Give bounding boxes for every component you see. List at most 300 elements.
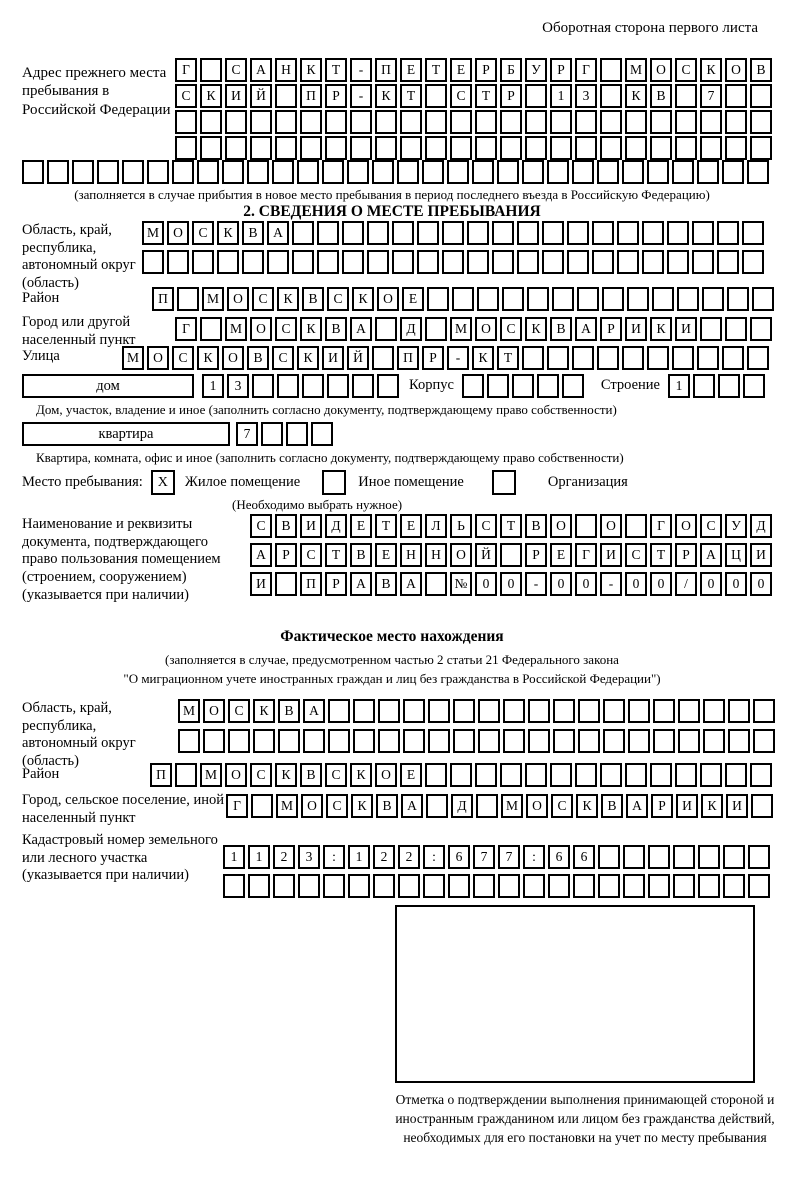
- char-cell: [225, 110, 247, 134]
- char-cell: Р: [325, 572, 347, 596]
- char-cell: [353, 699, 375, 723]
- char-cell: Е: [550, 543, 572, 567]
- char-cell: /: [675, 572, 697, 596]
- char-cell: С: [252, 287, 274, 311]
- char-cell: Т: [650, 543, 672, 567]
- char-cell: [525, 136, 547, 160]
- kvartira-name-box: квартира: [22, 422, 230, 446]
- char-cell: М: [625, 58, 647, 82]
- char-cell: [578, 699, 600, 723]
- char-cell: [542, 250, 564, 274]
- char-cell: О: [650, 58, 672, 82]
- char-cell: [537, 374, 559, 398]
- char-cell: [400, 136, 422, 160]
- char-cell: [603, 729, 625, 753]
- char-cell: [450, 763, 472, 787]
- char-cell: В: [275, 514, 297, 538]
- checkbox-zhiloe-pomeshchenie: X: [151, 470, 175, 495]
- char-cell: [522, 346, 544, 370]
- char-cell: [525, 763, 547, 787]
- char-cell: О: [250, 317, 272, 341]
- char-cell: [252, 374, 274, 398]
- char-cell: И: [600, 543, 622, 567]
- char-cell: [425, 84, 447, 108]
- place-type-note: (Необходимо выбрать нужное): [232, 497, 403, 512]
- char-cell: -: [350, 84, 372, 108]
- char-cell: [650, 110, 672, 134]
- stamp-box: [395, 905, 755, 1083]
- char-cell: [752, 287, 774, 311]
- char-cell: [250, 110, 272, 134]
- char-cell: В: [300, 763, 322, 787]
- field-label-stroenie: Строение: [600, 377, 660, 394]
- char-cell: [528, 729, 550, 753]
- char-cell: Л: [425, 514, 447, 538]
- char-cell: [261, 422, 283, 446]
- char-cell: Р: [675, 543, 697, 567]
- gorod2-char-row: [226, 794, 773, 818]
- char-cell: [547, 160, 569, 184]
- char-cell: [750, 317, 772, 341]
- char-cell: М: [200, 763, 222, 787]
- char-cell: [97, 160, 119, 184]
- char-cell: [653, 699, 675, 723]
- char-cell: [492, 250, 514, 274]
- char-cell: [725, 763, 747, 787]
- char-cell: С: [272, 346, 294, 370]
- section3-caption-line1: (заполняется в случае, предусмотренном частью 2 статьи 21 Федерального закона: [165, 652, 619, 667]
- char-cell: Е: [450, 58, 472, 82]
- char-cell: И: [675, 317, 697, 341]
- char-cell: С: [551, 794, 573, 818]
- char-cell: П: [397, 346, 419, 370]
- char-cell: С: [500, 317, 522, 341]
- char-cell: [367, 250, 389, 274]
- char-cell: [47, 160, 69, 184]
- char-cell: [367, 221, 389, 245]
- char-cell: [575, 763, 597, 787]
- char-cell: [748, 845, 770, 869]
- char-cell: М: [122, 346, 144, 370]
- char-cell: [175, 763, 197, 787]
- char-cell: [223, 874, 245, 898]
- char-cell: [575, 136, 597, 160]
- char-cell: 0: [700, 572, 722, 596]
- oblast2-char-row-2: [178, 729, 775, 753]
- char-cell: [748, 874, 770, 898]
- char-cell: [298, 874, 320, 898]
- char-cell: А: [626, 794, 648, 818]
- char-cell: [442, 221, 464, 245]
- char-cell: [553, 699, 575, 723]
- char-cell: [448, 874, 470, 898]
- char-cell: [592, 221, 614, 245]
- char-cell: [247, 160, 269, 184]
- char-cell: [425, 317, 447, 341]
- char-cell: М: [450, 317, 472, 341]
- char-cell: И: [250, 572, 272, 596]
- char-cell: [502, 287, 524, 311]
- char-cell: 0: [475, 572, 497, 596]
- char-cell: [547, 346, 569, 370]
- prev-address-char-row-2: [175, 84, 772, 108]
- char-cell: [693, 374, 715, 398]
- char-cell: [625, 763, 647, 787]
- char-cell: [442, 250, 464, 274]
- oblast2-char-row-1: [178, 699, 775, 723]
- char-cell: [753, 699, 775, 723]
- char-cell: [647, 160, 669, 184]
- char-cell: С: [228, 699, 250, 723]
- char-cell: Р: [475, 58, 497, 82]
- char-cell: [528, 699, 550, 723]
- kadastr-char-row-2: [223, 874, 770, 898]
- char-cell: О: [225, 763, 247, 787]
- char-cell: В: [550, 317, 572, 341]
- char-cell: С: [172, 346, 194, 370]
- char-cell: [548, 874, 570, 898]
- char-cell: А: [575, 317, 597, 341]
- char-cell: Й: [475, 543, 497, 567]
- char-cell: [403, 699, 425, 723]
- char-cell: [573, 874, 595, 898]
- char-cell: 2: [398, 845, 420, 869]
- char-cell: 6: [573, 845, 595, 869]
- char-cell: [553, 729, 575, 753]
- char-cell: О: [227, 287, 249, 311]
- prev-address-char-row-3: [175, 110, 772, 134]
- char-cell: [653, 729, 675, 753]
- char-cell: [228, 729, 250, 753]
- char-cell: [200, 317, 222, 341]
- char-cell: А: [267, 221, 289, 245]
- char-cell: [617, 221, 639, 245]
- char-cell: О: [147, 346, 169, 370]
- char-cell: [700, 110, 722, 134]
- char-cell: Р: [422, 346, 444, 370]
- char-cell: К: [275, 763, 297, 787]
- section2-title: 2. СВЕДЕНИЯ О МЕСТЕ ПРЕБЫВАНИЯ: [243, 203, 541, 220]
- char-cell: [450, 136, 472, 160]
- char-cell: 0: [550, 572, 572, 596]
- field-label-kadastr: Кадастровый номер земельного или лесного участка (указывается при наличии): [22, 832, 218, 884]
- char-cell: К: [297, 346, 319, 370]
- char-cell: К: [217, 221, 239, 245]
- char-cell: К: [350, 763, 372, 787]
- char-cell: [572, 346, 594, 370]
- char-cell: [522, 160, 544, 184]
- char-cell: [317, 221, 339, 245]
- char-cell: -: [447, 346, 469, 370]
- dom-caption: Дом, участок, владение и иное (заполнить согласно документу, подтверждающему право собственности): [36, 402, 617, 417]
- char-cell: [577, 287, 599, 311]
- char-cell: [667, 250, 689, 274]
- char-cell: [517, 250, 539, 274]
- char-cell: [703, 729, 725, 753]
- char-cell: М: [202, 287, 224, 311]
- rayon-char-row: [152, 287, 774, 311]
- char-cell: [167, 250, 189, 274]
- char-cell: Д: [451, 794, 473, 818]
- char-cell: И: [726, 794, 748, 818]
- char-cell: [550, 136, 572, 160]
- char-cell: [322, 160, 344, 184]
- char-cell: [375, 317, 397, 341]
- char-cell: К: [352, 287, 374, 311]
- char-cell: 1: [668, 374, 690, 398]
- char-cell: О: [675, 514, 697, 538]
- char-cell: А: [250, 58, 272, 82]
- char-cell: [302, 374, 324, 398]
- prev-address-char-row-1: [175, 58, 772, 82]
- stroenie-char-cells: [668, 374, 765, 398]
- char-cell: [286, 422, 308, 446]
- char-cell: [747, 346, 769, 370]
- kvartira-caption: Квартира, комната, офис и иное (заполнить согласно документу, подтверждающему право собственности): [36, 450, 624, 465]
- char-cell: К: [472, 346, 494, 370]
- char-cell: Р: [600, 317, 622, 341]
- char-cell: [642, 221, 664, 245]
- char-cell: К: [700, 58, 722, 82]
- char-cell: [600, 763, 622, 787]
- char-cell: О: [450, 543, 472, 567]
- char-cell: [178, 729, 200, 753]
- char-cell: Й: [347, 346, 369, 370]
- char-cell: [292, 221, 314, 245]
- char-cell: [648, 845, 670, 869]
- stamp-caption: Отметка о подтверждении выполнения принимающей стороной и иностранным гражданином или лицом без гражданства действий, необходимых для его постановки на учет по месту пребывания: [395, 1092, 775, 1146]
- char-cell: [598, 874, 620, 898]
- char-cell: [323, 874, 345, 898]
- char-cell: [175, 110, 197, 134]
- char-cell: :: [423, 845, 445, 869]
- char-cell: К: [351, 794, 373, 818]
- char-cell: [487, 374, 509, 398]
- char-cell: [475, 136, 497, 160]
- char-cell: [425, 763, 447, 787]
- char-cell: В: [601, 794, 623, 818]
- field-label-oblast: Область, край, республика, автономный округ (область): [22, 222, 136, 292]
- char-cell: Т: [475, 84, 497, 108]
- char-cell: [217, 250, 239, 274]
- char-cell: М: [276, 794, 298, 818]
- char-cell: [523, 874, 545, 898]
- char-cell: [222, 160, 244, 184]
- char-cell: [203, 729, 225, 753]
- char-cell: И: [300, 514, 322, 538]
- ulitsa-char-row: [122, 346, 769, 370]
- char-cell: [473, 874, 495, 898]
- char-cell: О: [167, 221, 189, 245]
- dom-name-box: дом: [22, 374, 194, 398]
- char-cell: [275, 84, 297, 108]
- char-cell: С: [325, 763, 347, 787]
- char-cell: [450, 110, 472, 134]
- char-cell: [192, 250, 214, 274]
- oblast-char-row-1: [142, 221, 764, 245]
- char-cell: [652, 287, 674, 311]
- char-cell: [702, 287, 724, 311]
- char-cell: [425, 572, 447, 596]
- char-cell: [175, 136, 197, 160]
- char-cell: А: [700, 543, 722, 567]
- char-cell: М: [178, 699, 200, 723]
- char-cell: [398, 874, 420, 898]
- char-cell: [426, 794, 448, 818]
- char-cell: [350, 110, 372, 134]
- char-cell: [452, 287, 474, 311]
- char-cell: [625, 136, 647, 160]
- char-cell: [750, 763, 772, 787]
- char-cell: [700, 763, 722, 787]
- char-cell: [467, 221, 489, 245]
- char-cell: [22, 160, 44, 184]
- char-cell: [725, 84, 747, 108]
- char-cell: Г: [575, 543, 597, 567]
- char-cell: [723, 845, 745, 869]
- char-cell: 1: [248, 845, 270, 869]
- char-cell: [675, 763, 697, 787]
- char-cell: [597, 346, 619, 370]
- char-cell: К: [253, 699, 275, 723]
- oblast-char-row-2: [142, 250, 764, 274]
- char-cell: [725, 317, 747, 341]
- char-cell: [297, 160, 319, 184]
- char-cell: Е: [400, 763, 422, 787]
- header-note: Оборотная сторона первого листа: [542, 20, 758, 36]
- char-cell: [647, 346, 669, 370]
- char-cell: К: [277, 287, 299, 311]
- field-label-gorod-2: Город, сельское поселение, иной населенный пункт: [22, 792, 225, 826]
- char-cell: [372, 346, 394, 370]
- kvartira-char-cells: [236, 422, 333, 446]
- char-cell: [425, 110, 447, 134]
- char-cell: В: [525, 514, 547, 538]
- char-cell: [600, 84, 622, 108]
- char-cell: К: [625, 84, 647, 108]
- char-cell: 0: [575, 572, 597, 596]
- char-cell: 1: [348, 845, 370, 869]
- char-cell: 1: [550, 84, 572, 108]
- char-cell: К: [375, 84, 397, 108]
- char-cell: [527, 287, 549, 311]
- char-cell: Р: [550, 58, 572, 82]
- char-cell: [597, 160, 619, 184]
- char-cell: [703, 699, 725, 723]
- char-cell: О: [301, 794, 323, 818]
- char-cell: [677, 287, 699, 311]
- char-cell: Т: [497, 346, 519, 370]
- char-cell: [628, 699, 650, 723]
- char-cell: К: [200, 84, 222, 108]
- char-cell: [750, 84, 772, 108]
- place-type-label: Место пребывания:: [22, 474, 143, 490]
- char-cell: [700, 317, 722, 341]
- char-cell: О: [600, 514, 622, 538]
- char-cell: [642, 250, 664, 274]
- char-cell: С: [300, 543, 322, 567]
- char-cell: [672, 346, 694, 370]
- char-cell: №: [450, 572, 472, 596]
- char-cell: [718, 374, 740, 398]
- document-char-row-3: [250, 572, 772, 596]
- field-label-prev-address: Адрес прежнего места пребывания в Российской Федерации: [22, 65, 171, 118]
- char-cell: [678, 699, 700, 723]
- char-cell: 7: [498, 845, 520, 869]
- char-cell: Е: [400, 58, 422, 82]
- char-cell: Д: [750, 514, 772, 538]
- field-label-rayon: Район: [22, 290, 60, 306]
- char-cell: Д: [400, 317, 422, 341]
- char-cell: Г: [650, 514, 672, 538]
- char-cell: [453, 699, 475, 723]
- char-cell: Й: [250, 84, 272, 108]
- char-cell: Г: [226, 794, 248, 818]
- char-cell: [550, 763, 572, 787]
- char-cell: К: [650, 317, 672, 341]
- char-cell: Р: [525, 543, 547, 567]
- char-cell: [525, 84, 547, 108]
- char-cell: [352, 374, 374, 398]
- char-cell: [725, 136, 747, 160]
- char-cell: [72, 160, 94, 184]
- char-cell: [377, 374, 399, 398]
- field-label-oblast-2: Область, край, республика, автономный округ (область): [22, 700, 136, 770]
- char-cell: [562, 374, 584, 398]
- char-cell: Ц: [725, 543, 747, 567]
- checkbox-organizatsiya: [492, 470, 516, 495]
- char-cell: О: [725, 58, 747, 82]
- char-cell: [717, 250, 739, 274]
- char-cell: 0: [750, 572, 772, 596]
- char-cell: 1: [202, 374, 224, 398]
- char-cell: [728, 699, 750, 723]
- char-cell: С: [700, 514, 722, 538]
- char-cell: [743, 374, 765, 398]
- char-cell: [625, 514, 647, 538]
- char-cell: 0: [650, 572, 672, 596]
- char-cell: Р: [325, 84, 347, 108]
- kvartira-row: [22, 422, 333, 446]
- char-cell: П: [152, 287, 174, 311]
- char-cell: [147, 160, 169, 184]
- char-cell: М: [142, 221, 164, 245]
- char-cell: -: [525, 572, 547, 596]
- char-cell: [325, 136, 347, 160]
- char-cell: [328, 699, 350, 723]
- char-cell: Ь: [450, 514, 472, 538]
- section3-title: Фактическое место нахождения: [280, 628, 504, 645]
- char-cell: [197, 160, 219, 184]
- field-label-document: Наименование и реквизиты документа, подтверждающего право пользования помещением (строением, сооружением) (указывается при наличии): [22, 516, 221, 603]
- char-cell: [592, 250, 614, 274]
- char-cell: Р: [275, 543, 297, 567]
- char-cell: [350, 136, 372, 160]
- char-cell: Н: [425, 543, 447, 567]
- char-cell: [122, 160, 144, 184]
- char-cell: [517, 221, 539, 245]
- char-cell: [698, 845, 720, 869]
- char-cell: [650, 763, 672, 787]
- prev-address-char-row-5: [22, 160, 769, 184]
- char-cell: [692, 221, 714, 245]
- char-cell: [700, 136, 722, 160]
- char-cell: 6: [448, 845, 470, 869]
- char-cell: 1: [223, 845, 245, 869]
- char-cell: А: [350, 317, 372, 341]
- char-cell: С: [327, 287, 349, 311]
- char-cell: [272, 160, 294, 184]
